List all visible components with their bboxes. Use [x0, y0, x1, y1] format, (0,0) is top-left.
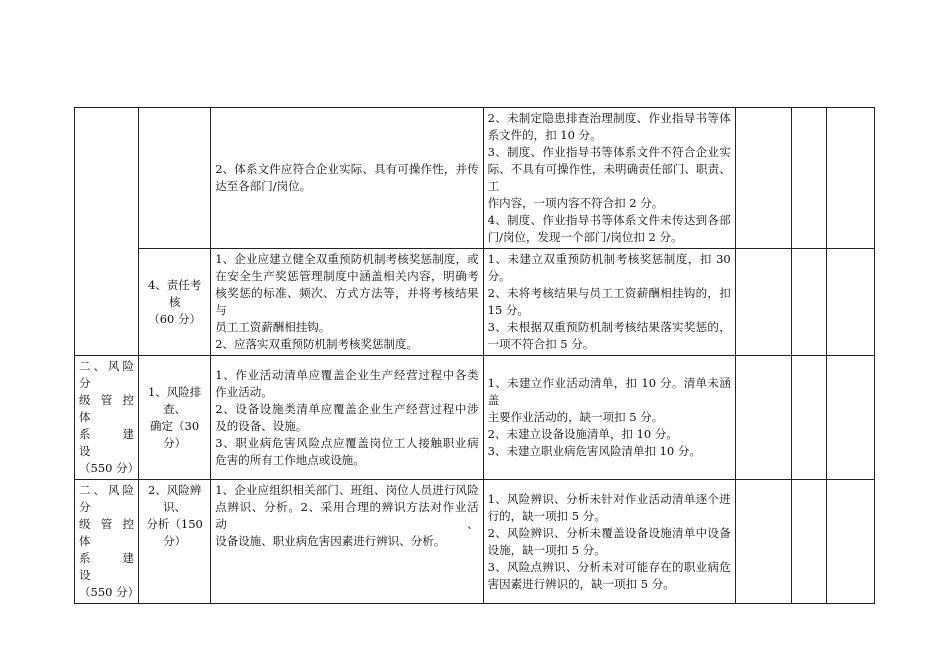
item-line: 分）: [163, 534, 187, 548]
table-row: [75, 249, 875, 356]
scoring-line: 2、未将考核结果与员工工资薪酬相挂钩的，扣: [487, 286, 731, 300]
item-line: 1、风险排查、: [147, 384, 202, 416]
scoring-line: 一项不符合扣 5 分。: [487, 337, 595, 351]
empty-cell: [791, 108, 827, 249]
criteria-line: 点辨识、分析。2、采用合理的辨识方法对作业活动、: [215, 500, 479, 531]
scoring-cell: [483, 480, 735, 604]
item-cell: [139, 480, 211, 604]
criteria-cell: [211, 249, 483, 356]
category-cell: [75, 356, 146, 480]
scoring-line: 行的，缺一项扣 5 分。: [487, 508, 606, 523]
category-line: 级 管 控 体: [79, 393, 135, 424]
category-line: 级 管 控 体: [79, 517, 135, 548]
item-line: 确定（30 分）: [150, 418, 200, 450]
table-row: [75, 108, 875, 249]
table-row: [75, 480, 875, 604]
scoring-cell: [483, 108, 735, 249]
scoring-line: 2、风险辨识、分析未覆盖设备设施清单中设备: [487, 525, 731, 540]
empty-cell: [791, 480, 827, 604]
category-line: 二、风险分: [79, 359, 135, 390]
empty-cell: [827, 356, 875, 480]
criteria-line: 设备设施、职业病危害因素进行辨识、分析。: [215, 534, 446, 548]
item-line: 4、责任考核: [147, 277, 202, 309]
item-cell-empty: [139, 108, 211, 249]
criteria-line: 在安全生产奖惩管理制度中涵盖相关内容，明确考: [215, 269, 479, 283]
criteria-line: 及的设备、设施。: [215, 418, 308, 433]
scoring-line: 1、未建立双重预防机制考核奖惩制度，扣 30: [487, 252, 731, 266]
empty-cell: [827, 249, 875, 356]
scoring-cell: [483, 249, 735, 356]
empty-cell: [791, 356, 827, 480]
table-row: [75, 356, 875, 480]
item-line: 2、风险辨识、: [147, 483, 202, 514]
scoring-line: 15 分。: [487, 303, 529, 317]
scoring-line: 设施，缺一项扣 5 分。: [487, 542, 606, 557]
scoring-line: 系文件的，扣 10 分。: [487, 128, 602, 142]
scoring-line: 1、风险辨识、分析未针对作业活动清单逐个进: [487, 491, 731, 506]
item-line: （60 分）: [148, 311, 202, 326]
criteria-line: 员工工资薪酬相挂钩。: [215, 320, 331, 334]
criteria-cell: [211, 480, 483, 604]
category-line: （550 分）: [79, 585, 140, 599]
empty-cell: [827, 480, 875, 604]
empty-cell: [827, 108, 875, 249]
empty-cell: [735, 108, 791, 249]
criteria-line: 2、设备设施类清单应覆盖企业生产经营过程中涉: [215, 401, 479, 416]
scoring-cell: [483, 356, 735, 480]
category-line: 系 建 设: [79, 551, 146, 582]
empty-cell: [735, 356, 791, 480]
scoring-line: 害因素进行辨识的，缺一项扣 5 分。: [487, 576, 675, 591]
item-cell: [139, 249, 211, 356]
criteria-cell: [211, 356, 483, 480]
empty-cell: [735, 249, 791, 356]
scoring-line: 3、风险点辨识、分析未对可能存在的职业病危: [487, 559, 731, 574]
criteria-line: 核奖惩的标准、频次、方式方法等，并将考核结果与: [215, 286, 479, 317]
scoring-line: 分。: [487, 269, 511, 283]
criteria-line: 3、职业病危害风险点应覆盖岗位工人接触职业病: [215, 435, 479, 450]
scoring-line: 主要作业活动的，缺一项扣 5 分。: [487, 410, 664, 424]
criteria-line: 作业活动。: [215, 384, 273, 399]
scoring-line: 4、制度、作业指导书等体系文件未传达到各部: [487, 213, 731, 227]
scoring-line: 1、未建立作业活动清单，扣 10 分。清单未涵盖: [487, 376, 731, 407]
criteria-line: 1、企业应组织相关部门、班组、岗位人员进行风险: [215, 483, 479, 497]
scoring-line: 际、不具有可操作性，未明确责任部门、职责、工: [487, 162, 731, 193]
category-line: （550 分）: [79, 461, 140, 475]
empty-cell: [791, 249, 827, 356]
criteria-line: 2、体系文件应符合企业实际、具有可操作性，并传: [215, 162, 479, 176]
criteria-line: 1、作业活动清单应覆盖企业生产经营过程中各类: [215, 367, 479, 382]
scoring-line: 2、未建立设备设施清单，扣 10 分。: [487, 427, 678, 441]
category-cell-empty: [75, 108, 139, 356]
scoring-line: 2、未制定隐患排查治理制度、作业指导书等体: [487, 111, 731, 125]
empty-cell: [735, 480, 791, 604]
scoring-line: 3、未建立职业病危害风险清单扣 10 分。: [487, 444, 701, 458]
criteria-line: 危害的所有工作地点或设施。: [215, 452, 365, 467]
scoring-line: 门/岗位，发现一个部门/岗位扣 2 分。: [487, 230, 683, 244]
criteria-line: 2、应落实双重预防机制考核奖惩制度。: [215, 337, 419, 351]
category-line: 二、风险分: [79, 483, 135, 514]
scoring-line: 3、制度、作业指导书等体系文件不符合企业实: [487, 145, 731, 159]
category-cell: [75, 480, 146, 604]
criteria-line: 达至各部门/岗位。: [215, 179, 312, 193]
scoring-line: 3、未根据双重预防机制考核结果落实奖惩的，: [487, 320, 731, 334]
item-line: 分析（150: [146, 517, 203, 531]
criteria-cell: [211, 108, 483, 249]
item-cell: [139, 356, 211, 480]
scoring-line: 作内容，一项内容不符合扣 2 分。: [487, 196, 664, 210]
criteria-line: 1、企业应建立健全双重预防机制考核奖惩制度，或: [215, 252, 479, 266]
category-line: 系 建 设: [79, 427, 146, 458]
assessment-table: [74, 107, 875, 604]
